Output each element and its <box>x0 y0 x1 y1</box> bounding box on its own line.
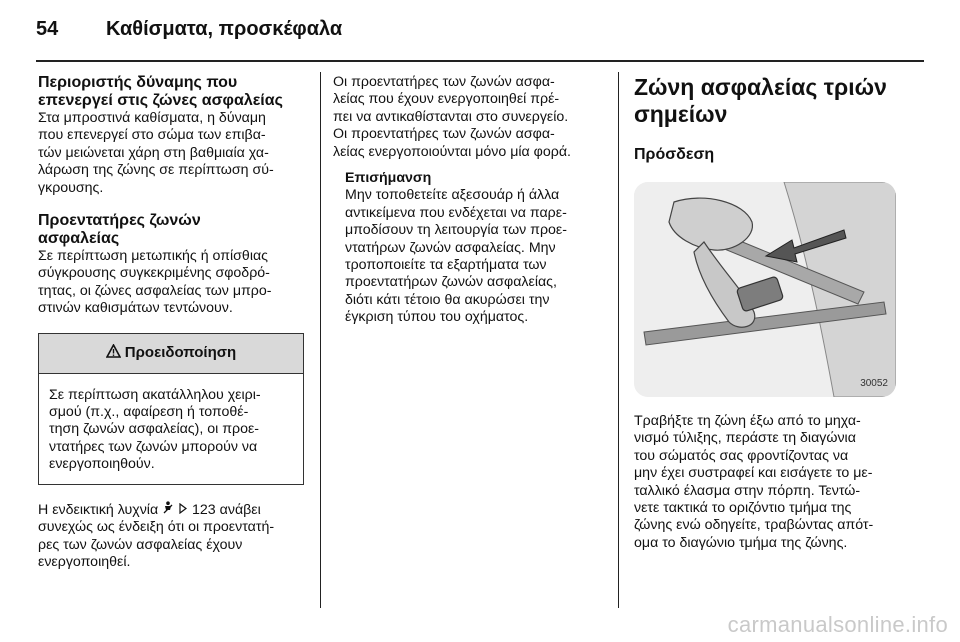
pretensioners-text: Σε περίπτωση μετωπικής ή οπίσθιας σύγκρουσης συγκεκριμένης σφοδρό- τητας, οι ζώνες ασφαλείας των μπρο- στινών καθισμάτων τεντώνουν. <box>38 248 272 317</box>
warning-text: Σε περίπτωση ακατάλληλου χειρι- σμού (π.χ., αφαίρεση ή τοποθέ- τηση ζωνών ασφαλείας), οι προε- ντατήρες των ζωνών μπορούν να ενεργοποιηθούν. <box>49 386 261 473</box>
warning-header <box>39 334 303 374</box>
seatbelt-illustration <box>634 182 896 397</box>
page-header <box>0 0 960 62</box>
column-2 <box>333 74 603 327</box>
figure-number: 30052 <box>860 377 888 389</box>
warning-triangle-icon <box>106 344 121 362</box>
notice-title: Επισήμανση <box>345 170 432 187</box>
page-reference-arrow-icon[interactable] <box>178 501 188 518</box>
subsection-title-fastening: Πρόσδεση <box>634 146 715 163</box>
header-rule <box>36 60 924 62</box>
column-divider-1 <box>320 72 321 608</box>
replacement-text: Οι προεντατήρες των ζωνών ασφα- λείας που έχουν ενεργοποιηθεί πρέ- πει να αντικαθίστανται στο συνεργείο. Οι προεντατήρες των ζωνών ασφα- λείας ενεργοποιούνται μόνο μία φορά. <box>333 74 571 160</box>
warning-box <box>38 333 304 485</box>
section-title-force-limiter: Περιοριστής δύναμης που επενεργεί στις ζώνες ασφαλείας <box>38 74 283 109</box>
page-number: 54 <box>36 18 59 40</box>
seatbelt-pretensioner-icon <box>162 501 174 518</box>
column-divider-2 <box>618 72 619 608</box>
indicator-text: Η ενδεικτική λυχνία 123 ανάβει συνεχώς ως ένδειξη ότι οι προεντατή- ρες των ζωνών ασφαλείας έχουν ενεργοποιηθεί. <box>38 501 275 570</box>
force-limiter-text: Στα μπροστινά καθίσματα, η δύναμη που επενεργεί στο σώμα των επιβα- τών μειώνεται χάρη στη βαθμιαία χα- λάρωση της ζώνης σε περίπτωση σύ- γκρουσης. <box>38 110 274 196</box>
section-title-pretensioners: Προεντατήρες ζωνών ασφαλείας <box>38 212 201 248</box>
fastening-text: Τραβήξτε τη ζώνη έξω από το μηχα- νισμό τύλιξης, περάστε τη διαγώνια του σώματός σας φροντίζοντας να μην έχει συστραφεί και εισάγετε το με- ταλλικό έλασμα στην πόρπη. Τεντώ- νετε τακτικά το οριζόντιο τμήμα της ζώνης ενώ οδηγείτε, τραβώντας απότ- ομα το διαγώνιο τμήμα της ζώνης. <box>634 413 874 551</box>
chapter-title: Καθίσματα, προσκέφαλα <box>106 18 343 40</box>
watermark: carmanualsonline.info <box>727 612 948 637</box>
column-3 <box>634 74 904 552</box>
column-1 <box>38 74 304 571</box>
section-title-three-point-belt: Ζώνη ασφαλείας τριών σημείων <box>634 74 887 127</box>
notice-box: Επισήμανση Μην τοποθετείτε αξεσουάρ ή άλλα αντικείμενα που ενδέχεται να παρε- μποδίσουν τη λειτουργία των προε- ντατήρων ζωνών ασφαλείας. Μην τροποποιείτε τα εξαρτήματα των προεντατήρων ζωνών ασφαλείας, διότι κάτι τέτοιο θα ακυρώσει την έγκριση τύπου του οχήματος. <box>333 170 603 327</box>
warning-title: Προειδοποίηση <box>124 344 237 362</box>
